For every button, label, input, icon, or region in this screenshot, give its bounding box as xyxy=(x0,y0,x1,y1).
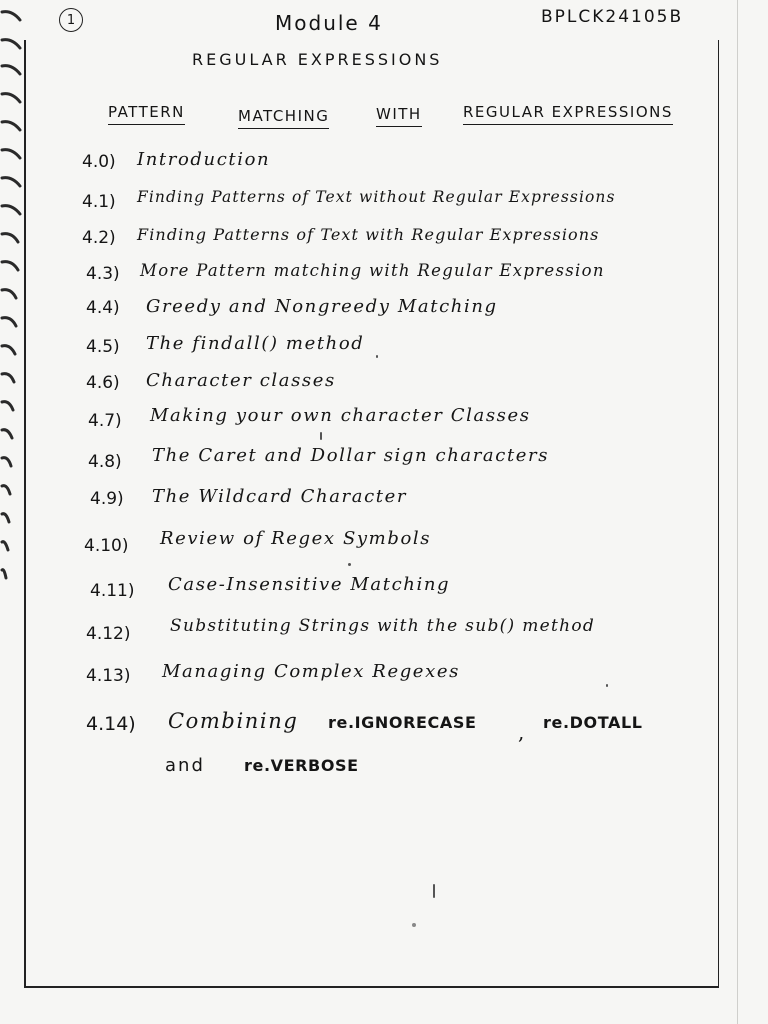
toc-item-number: 4.14) xyxy=(86,713,136,735)
toc-item-text: Substituting Strings with the sub() method xyxy=(170,616,596,636)
toc-item-number: 4.10) xyxy=(84,536,129,556)
toc-item-text: re.IGNORECASE xyxy=(328,713,477,732)
toc-item-text: Greedy and Nongreedy Matching xyxy=(146,296,498,317)
page-number-badge xyxy=(59,8,83,32)
module-heading: Module 4 xyxy=(275,11,383,35)
ink-speck xyxy=(606,684,608,687)
toc-item-number: 4.3) xyxy=(86,264,120,284)
toc-item-text: Review of Regex Symbols xyxy=(160,528,432,549)
toc-item-number: 4.9) xyxy=(90,489,124,509)
toc-item-number: 4.7) xyxy=(88,411,122,431)
ink-speck xyxy=(348,563,351,566)
toc-item-number: 4.12) xyxy=(86,624,131,644)
subtitle-word-matching: MATCHING xyxy=(238,107,329,129)
toc-item-number: 4.8) xyxy=(88,452,122,472)
toc-item-text: Finding Patterns of Text with Regular Expressions xyxy=(137,225,600,244)
toc-item-text: The Caret and Dollar sign characters xyxy=(152,445,550,466)
toc-item-number: 4.1) xyxy=(82,192,116,212)
toc-item-number: 4.13) xyxy=(86,666,131,686)
ink-speck xyxy=(320,432,322,440)
toc-item-text: The Wildcard Character xyxy=(152,486,408,507)
toc-item-number: 4.11) xyxy=(90,581,135,601)
page-title: REGULAR EXPRESSIONS xyxy=(192,50,443,69)
toc-item-text: Making your own character Classes xyxy=(150,405,531,426)
toc-item-text: Case-Insensitive Matching xyxy=(168,574,451,595)
subtitle-word-pattern: PATTERN xyxy=(108,103,185,125)
toc-item-text: Finding Patterns of Text without Regular Expressions xyxy=(137,188,616,206)
course-code: BPLCK24105B xyxy=(541,7,684,27)
toc-item-number: 4.4) xyxy=(86,298,120,318)
page-border xyxy=(24,40,719,988)
toc-item-number: 4.0) xyxy=(82,152,116,172)
toc-item-text: More Pattern matching with Regular Expression xyxy=(140,261,605,280)
toc-item-number: 4.5) xyxy=(86,337,120,357)
toc-item-text: re.DOTALL xyxy=(543,713,643,732)
toc-item-number: 4.6) xyxy=(86,373,120,393)
subtitle-word-regular-expressions: REGULAR EXPRESSIONS xyxy=(463,103,673,125)
toc-item-text: Character classes xyxy=(146,370,336,391)
toc-item-text: Introduction xyxy=(137,149,271,170)
ink-speck xyxy=(433,884,435,898)
ink-speck xyxy=(376,355,378,358)
toc-item-text: and xyxy=(165,755,205,776)
page-number: 1 xyxy=(66,12,76,28)
toc-item-text: re.VERBOSE xyxy=(244,756,359,775)
toc-item-text: Managing Complex Regexes xyxy=(162,661,460,682)
page-edge-line xyxy=(737,0,738,1024)
spiral-binding xyxy=(0,0,26,600)
toc-item-text: Combining xyxy=(168,709,299,733)
toc-item-text: , xyxy=(518,720,526,744)
subtitle-word-with: WITH xyxy=(376,105,422,127)
toc-item-number: 4.2) xyxy=(82,228,116,248)
ink-speck xyxy=(412,923,416,927)
toc-item-text: The findall() method xyxy=(146,333,365,354)
